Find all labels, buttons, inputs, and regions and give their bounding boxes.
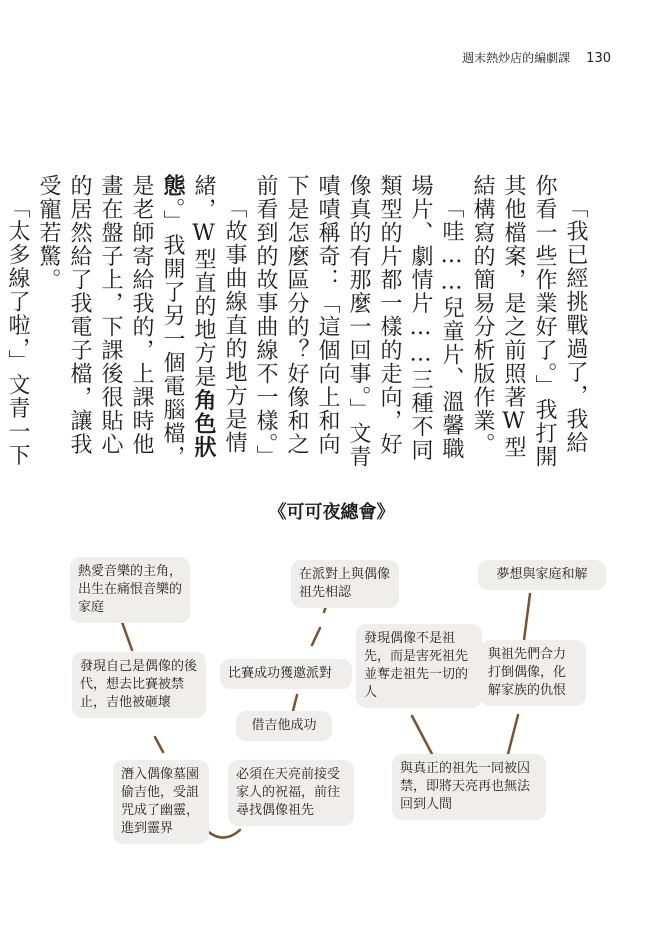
plot-note-6: 比賽成功獲邀派對 [220, 659, 352, 689]
plot-note-7: 在派對上與偶像祖先相認 [291, 560, 399, 608]
plot-note-5: 借吉他成功 [236, 711, 332, 741]
curve-segment-1 [122, 622, 132, 650]
plot-note-8: 發現偶像不是祖先，而是害死祖先並奪走祖先一切的人 [356, 624, 482, 708]
plot-note-9: 與真正的祖先一同被囚禁，即將天亮再也無法回到人間 [392, 754, 546, 820]
paragraph-3-part-c: 。」我開了另一個電腦檔，是老師寄給我的，上課時他畫在盤子上，下課後很貼心的居然給了我電子檔，讓我受寵若驚。 [36, 174, 185, 469]
running-title: 週末熱炒店的編劇課 [462, 51, 571, 65]
plot-note-4: 必須在天亮前接受家人的祝福，前往尋找偶像祖先 [228, 760, 354, 826]
curve-segment-7 [524, 594, 530, 640]
paragraph-1: 「我已經挑戰過了，我給你看一些作業好了。」我打開其他檔案，是之前照著W型結構寫的簡易分析版作業。 [470, 174, 588, 469]
plot-note-2: 發現自己是偶像的後代，想去比賽被禁止，吉他被砸壞 [72, 652, 206, 718]
paragraph-4: 「太多線了啦，」文青一下 [5, 196, 30, 467]
paragraph-2: 「哇……兒童片、溫馨職場片、劇情片……三種不同類型的片都一樣的走向，好像真的有那麼一回事。」文青嘖嘖稱奇：「這個向上和向下是怎麼區分的？好像和之前看到的故事曲線不一樣。」 [253, 174, 464, 469]
paragraph-3-part-a: 「故事曲線直的地方是情緒，W型直的地方是 [191, 174, 247, 455]
plot-note-10: 與祖先們合力打倒偶像，化解家族的仇恨 [480, 640, 586, 706]
page-number: 130 [586, 51, 611, 66]
curve-segment-5 [412, 716, 432, 754]
plot-note-11: 夢想與家庭和解 [478, 560, 606, 590]
diagram-title: 《可可夜總會》 [268, 502, 395, 523]
curve-segment-4 [312, 628, 320, 645]
plot-note-1: 熱愛音樂的主角，出生在痛恨音樂的家庭 [70, 557, 190, 623]
curve-trough-1 [204, 828, 240, 838]
plot-note-3: 潛入偶像墓園偷吉他，受詛咒成了幽靈，進到靈界 [113, 760, 209, 844]
emphasis-character-state: 角色狀態 [160, 174, 216, 459]
curve-segment-2 [155, 737, 163, 752]
curve-segment-3 [293, 695, 297, 711]
